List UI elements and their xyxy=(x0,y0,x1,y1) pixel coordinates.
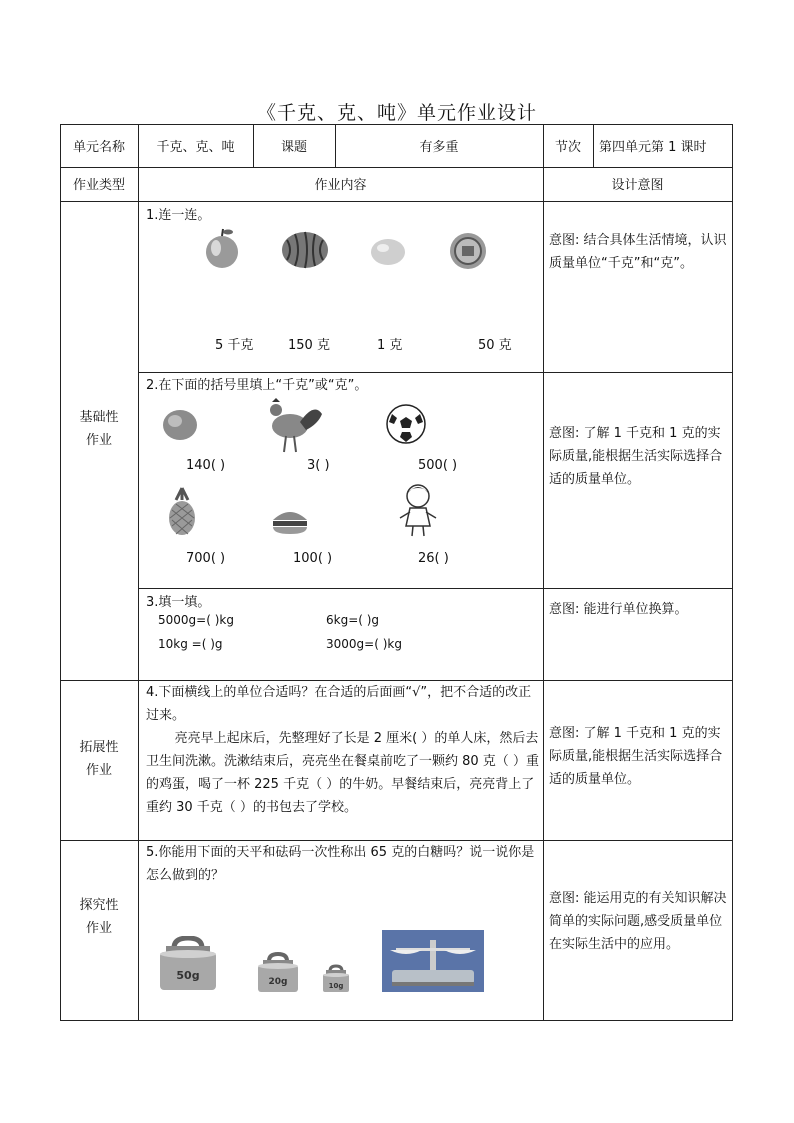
q4-passage: 亮亮早上起床后，先整理好了长是 2 厘米( ）的单人床，然后去卫生间洗漱。洗漱结束后，亮亮坐在餐桌前吃了一颗约 80 克（ ）重的鸡蛋，喝了一杯 225 千克（ ）的牛奶。早餐结束后，亮亮背上了重约 30 千克（ ）的书包去了学校。 xyxy=(146,731,539,815)
egg-image xyxy=(370,238,406,266)
q1-weight-4: 50 克 xyxy=(478,338,512,353)
assignment-table xyxy=(60,124,733,1021)
q2-blank-2: 3( ) xyxy=(307,458,330,473)
q3-line-1b: 6kg=( )g xyxy=(326,613,380,627)
q2-blank-1: 140( ) xyxy=(186,458,226,473)
weight-20g-image xyxy=(255,952,301,994)
category-inquiry: 探究性 作业 xyxy=(79,898,119,936)
q2-blank-6: 26( ) xyxy=(418,551,449,566)
q1-weight-3: 1 克 xyxy=(377,338,403,353)
weight-20g-label: 20g xyxy=(268,977,288,987)
weight-10g-label: 10g xyxy=(328,982,344,990)
q3-line-2b: 3000g=( )kg xyxy=(326,637,402,651)
q1-weight-2: 150 克 xyxy=(288,338,330,353)
content-label: 作业内容 xyxy=(314,178,367,193)
q3-intent: 意图: 能进行单位换算。 xyxy=(549,602,688,617)
peach-image xyxy=(160,406,200,442)
q1-prompt: 1.连一连。 xyxy=(146,208,211,223)
q1-weight-1: 5 千克 xyxy=(215,338,254,353)
q4-intent: 意图: 了解 1 千克和 1 克的实际质量,能根据生活实际选择合适的质量单位。 xyxy=(549,726,723,787)
q3-line-2a: 10kg =( )g xyxy=(158,637,223,651)
q3-prompt: 3.填一填。 xyxy=(146,595,211,610)
hamburger-image xyxy=(270,506,310,536)
apple-image xyxy=(204,226,240,270)
q2-blank-4: 700( ) xyxy=(186,551,226,566)
q3-line-1a: 5000g=( )kg xyxy=(158,613,234,627)
q1-intent: 意图: 结合具体生活情境，认识质量单位“千克”和“克”。 xyxy=(549,233,727,271)
weight-50g-label: 50g xyxy=(176,969,200,982)
type-label: 作业类型 xyxy=(72,178,125,193)
page-title: 《千克、克、吨》单元作业设计 xyxy=(256,102,537,124)
category-basic: 基础性 作业 xyxy=(79,410,119,448)
intent-label: 设计意图 xyxy=(611,178,664,193)
girl-image xyxy=(396,482,440,538)
soccer-ball-image xyxy=(386,404,426,444)
category-extended: 拓展性 作业 xyxy=(79,740,119,778)
q4-prompt: 4.下面横线上的单位合适吗？在合适的后面画“√”，把不合适的改正过来。 xyxy=(146,685,532,723)
unit-name-label: 单元名称 xyxy=(72,140,125,155)
session: 第四单元第 1 课时 xyxy=(599,140,707,155)
q2-prompt: 2.在下面的括号里填上“千克”或“克”。 xyxy=(146,378,368,393)
q5-intent: 意图: 能运用克的有关知识解决简单的实际问题,感受质量单位在实际生活中的应用。 xyxy=(549,891,727,952)
topic-label: 课题 xyxy=(280,140,307,155)
watermelon-image xyxy=(281,230,329,270)
topic: 有多重 xyxy=(419,140,459,155)
coin-image xyxy=(449,232,487,270)
weight-10g-image xyxy=(320,964,352,994)
balance-scale-image xyxy=(382,930,484,992)
q5-prompt: 5.你能用下面的天平和砝码一次性称出 65 克的白糖吗？说一说你是怎么做到的？ xyxy=(146,845,535,883)
session-label: 节次 xyxy=(554,140,581,155)
pineapple-image xyxy=(164,486,200,536)
q2-blank-5: 100( ) xyxy=(293,551,333,566)
q2-intent: 意图: 了解 1 千克和 1 克的实际质量,能根据生活实际选择合适的质量单位。 xyxy=(549,426,723,487)
weight-50g-image xyxy=(156,936,220,994)
unit-name: 千克、克、吨 xyxy=(156,140,235,155)
rooster-image xyxy=(262,396,326,454)
q2-blank-3: 500( ) xyxy=(418,458,458,473)
